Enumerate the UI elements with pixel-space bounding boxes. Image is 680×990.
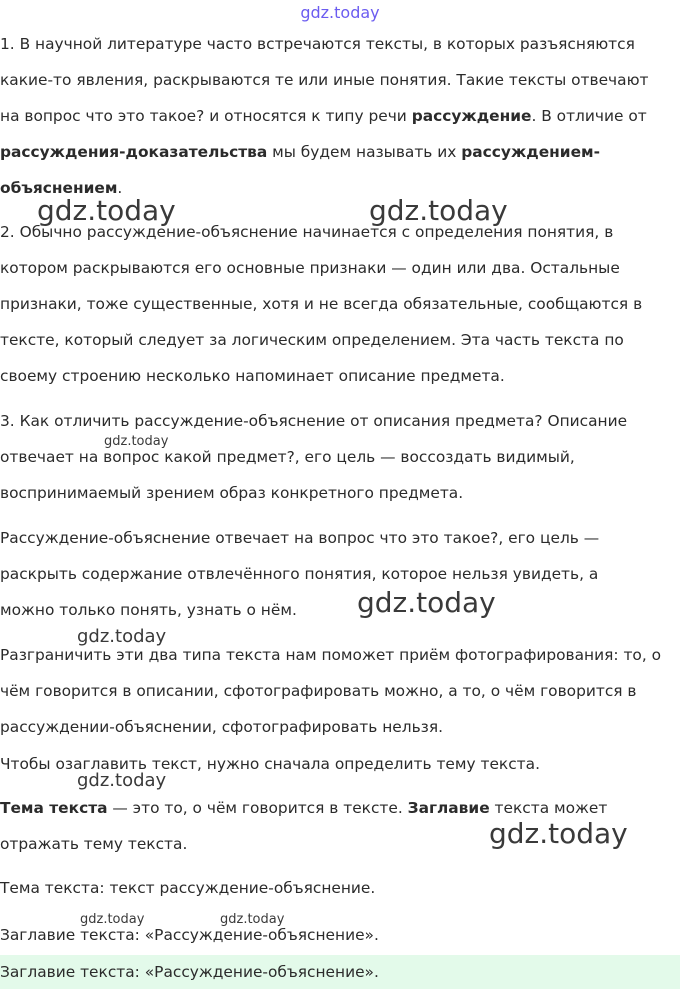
paragraph-2-line-5: своему строению несколько напоминает описание предмета. [0,367,505,385]
watermark: gdz.today [489,817,628,850]
paragraph-3-line-2: отвечает на вопрос какой предмет?, его цель — воссоздать видимый, [0,448,575,466]
paragraph-1-line-4 [0,134,600,170]
term-reasoning-proof: рассуждения-доказательства [0,143,268,161]
paragraph-1-line-1: 1. В научной литературе часто встречаются тексты, в которых разъясняются [0,35,635,53]
paragraph-3-line-3: воспринимаемый зрением образ конкретного предмета. [0,484,464,502]
term-title: Заглавие [407,799,490,817]
watermark: gdz.today [104,434,169,449]
paragraph-4-line-2: раскрыть содержание отвлечённого понятия, которое нельзя увидеть, а [0,565,599,583]
title-line: Заглавие текста: «Рассуждение-объяснение». [0,926,379,944]
watermark: gdz.today [77,626,167,647]
paragraph-6-line-1: Чтобы озаглавить текст, нужно сначала определить тему текста. [0,755,540,773]
term-topic: Тема текста [0,799,108,817]
watermark: gdz.today [80,912,145,927]
watermark: gdz.today [220,912,285,927]
paragraph-5-line-2: чём говорится в описании, сфотографировать можно, а то, о чём говорится в [0,682,637,700]
watermark: gdz.today [37,194,176,227]
paragraph-2-line-2: котором раскрываются его основные признаки — один или два. Остальные [0,259,620,277]
paragraph-4-line-1: Рассуждение-объяснение отвечает на вопрос что это такое?, его цель — [0,529,600,547]
text-run: . [117,179,123,197]
term-reasoning-explanation: рассуждением- [461,143,600,161]
paragraph-3-line-1: 3. Как отличить рассуждение-объяснение от описания предмета? Описание [0,412,628,430]
text-run: . В отличие от [531,107,647,125]
answer-highlight [0,955,680,989]
paragraph-1-line-3 [0,98,647,134]
term-reasoning: рассуждение [411,107,532,125]
site-header[interactable]: gdz.today [300,3,380,22]
paragraph-7-line-2: отражать тему текста. [0,835,188,853]
paragraph-2-line-3: признаки, тоже существенные, хотя и не всегда обязательные, сообщаются в [0,295,643,313]
watermark: gdz.today [77,770,167,791]
term-explanation: объяснением [0,179,118,197]
paragraph-2-line-1: 2. Обычно рассуждение-объяснение начинается с определения понятия, в [0,223,614,241]
paragraph-1-line-2: какие-то явления, раскрываются те или иные понятия. Такие тексты отвечают [0,71,649,89]
text-run: текста может [489,799,608,817]
answer-text: Заглавие текста: «Рассуждение-объяснение». [0,963,379,981]
paragraph-1-line-5 [0,170,122,206]
text-run: мы будем называть их [267,143,462,161]
text-run: на вопрос что это такое? и относятся к типу речи [0,107,412,125]
watermark: gdz.today [369,194,508,227]
paragraph-4-line-3: можно только понять, узнать о нём. [0,601,297,619]
text-run: — это то, о чём говорится в тексте. [107,799,408,817]
watermark: gdz.today [357,586,496,619]
paragraph-5-line-3: рассуждении-объяснении, сфотографировать нельзя. [0,718,443,736]
paragraph-2-line-4: тексте, который следует за логическим определением. Эта часть текста по [0,331,624,349]
paragraph-7-line-1 [0,790,607,826]
paragraph-5-line-1: Разграничить эти два типа текста нам поможет приём фотографирования: то, о [0,646,662,664]
topic-line: Тема текста: текст рассуждение-объяснение. [0,879,376,897]
